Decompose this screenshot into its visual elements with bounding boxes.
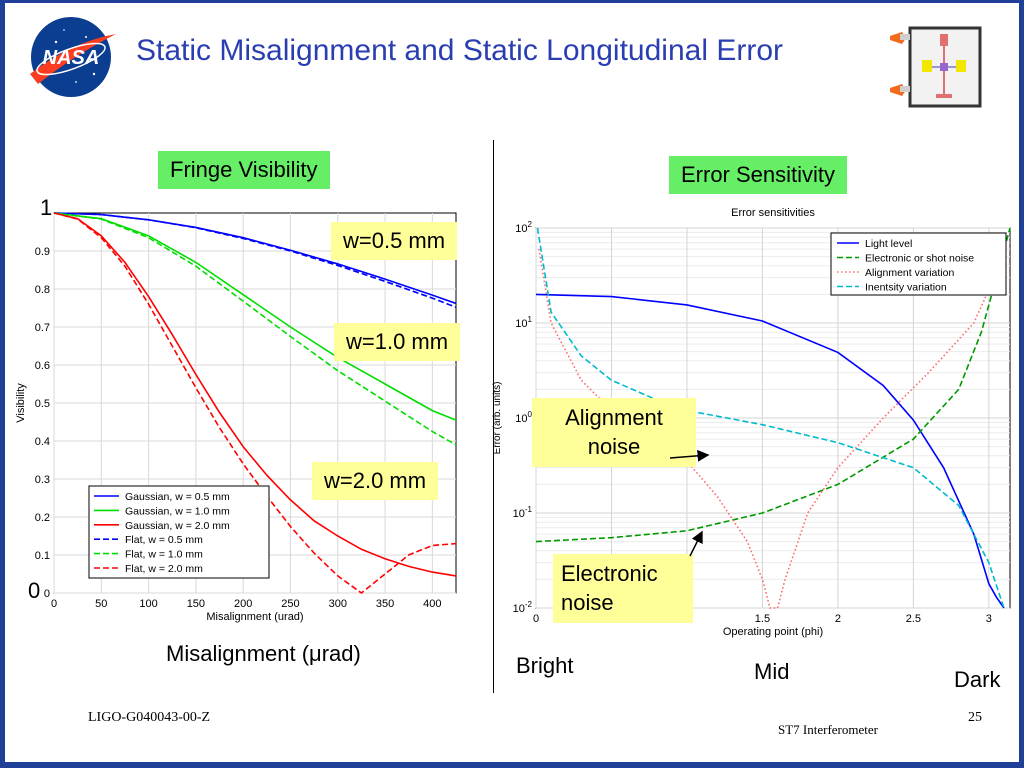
y-tick-label: 0.7 (34, 322, 50, 334)
callout-w20: w=2.0 mm (312, 462, 438, 500)
x-tick-label: 0 (532, 613, 540, 625)
legend-entry: Light level (865, 238, 913, 250)
y-tick-label: $10^0$ (515, 410, 532, 425)
legend-entry: Gaussian, w = 0.5 mm (125, 491, 230, 503)
x-tick-label: 200 (233, 598, 253, 610)
callout-alignment-noise: Alignment noise (532, 398, 696, 467)
legend-entry: Gaussian, w = 1.0 mm (125, 505, 230, 518)
x-tick-label: 350 (375, 598, 395, 610)
y-axis-label: Error (arb. units) (492, 381, 503, 455)
fringe-visibility-label: Fringe Visibility (158, 151, 330, 189)
legend-entry: Electronic or shot noise (865, 252, 975, 265)
x-axis-label: Misalignment (urad) (206, 611, 304, 623)
legend-entry: Flat, w = 1.0 mm (125, 548, 203, 561)
legend-entry: Flat, w = 2.0 mm (125, 563, 203, 575)
left-axis-zero-label: 0 (28, 578, 41, 603)
x-tick-label: 3 (985, 613, 992, 625)
x-tick-label: 1.5 (754, 613, 771, 625)
y-tick-label: 0.1 (34, 550, 50, 562)
callout-w10: w=1.0 mm (334, 323, 460, 361)
y-tick-label: 0.5 (34, 398, 50, 410)
x-tick-label: 400 (423, 598, 442, 610)
y-tick-label: 0.3 (34, 474, 50, 486)
y-tick-label: $10^{-2}$ (512, 600, 532, 615)
callout-electronic-noise: Electronic noise (553, 554, 693, 623)
page-number: 25 (968, 710, 982, 725)
slide-title: Static Misalignment and Static Longitudinal Error (136, 34, 783, 67)
operating-point-mid: Mid (754, 659, 790, 684)
y-axis-label: Visibility (15, 383, 27, 423)
x-tick-label: 2.5 (905, 613, 922, 625)
alignment-noise-arrow (670, 455, 708, 458)
x-axis-label: Operating point (phi) (722, 626, 824, 638)
callout-w05: w=0.5 mm (331, 222, 457, 260)
y-tick-label: 0 (43, 588, 50, 600)
left-axis-one-label: 1 (40, 195, 53, 220)
error-sensitivity-label: Error Sensitivity (669, 156, 847, 194)
legend-entry: Alignment variation (865, 267, 955, 279)
y-tick-label: $10^{-1}$ (512, 505, 532, 520)
electronic-noise-arrow (690, 532, 702, 556)
operating-point-bright: Bright (516, 653, 574, 678)
x-tick-label: 250 (281, 598, 300, 610)
legend-entry: Inentsity variation (865, 281, 947, 294)
y-tick-label: 0.2 (34, 512, 50, 524)
footer-document-id: LIGO-G040043-00-Z (88, 710, 211, 725)
x-tick-label: 50 (95, 598, 108, 610)
chart-title: Error sensitivities (731, 207, 815, 219)
y-tick-label: 0.9 (34, 246, 50, 258)
x-tick-label: 0 (50, 598, 58, 610)
y-tick-label: 0.4 (34, 436, 50, 448)
legend-entry: Flat, w = 0.5 mm (125, 534, 203, 547)
y-tick-label: $10^1$ (515, 315, 532, 330)
y-tick-label: $10^2$ (515, 220, 532, 235)
y-tick-label: 0.6 (34, 360, 50, 372)
x-tick-label: 300 (328, 598, 347, 610)
legend-entry: Gaussian, w = 2.0 mm (125, 519, 230, 532)
x-tick-label: 2 (834, 613, 841, 625)
svg-text:NASA: NASA (42, 47, 100, 69)
left-xlabel-big: Misalignment (μrad) (166, 641, 361, 666)
footer-title: ST7 Interferometer (778, 722, 878, 737)
x-tick-label: 100 (139, 598, 158, 610)
operating-point-dark: Dark (954, 667, 1001, 692)
y-tick-label: 0.8 (34, 284, 50, 296)
x-tick-label: 150 (186, 598, 206, 610)
